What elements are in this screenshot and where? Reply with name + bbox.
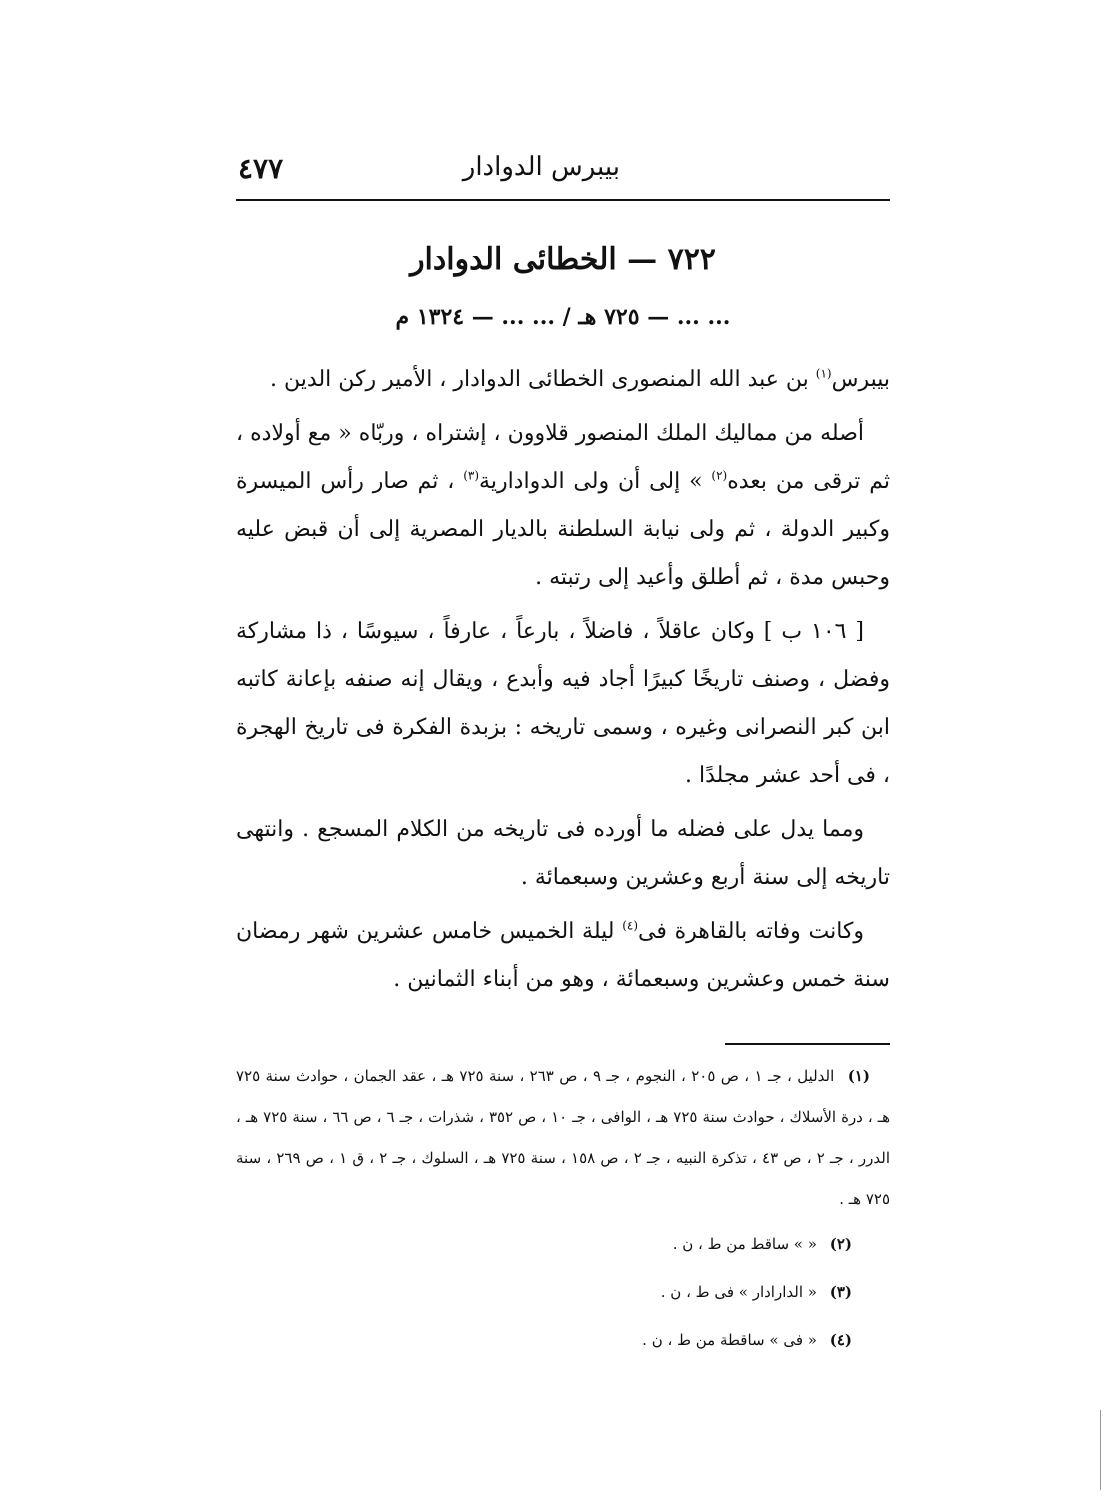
header-rule bbox=[236, 199, 890, 201]
running-title: بيبرس الدوادار bbox=[462, 152, 620, 182]
footnote bbox=[236, 1268, 890, 1316]
paragraph bbox=[236, 410, 890, 602]
paragraph bbox=[236, 908, 890, 1004]
paragraph-text: » إلى أن ولى الدوادارية bbox=[479, 469, 712, 494]
paragraph-text: وكانت وفاته بالقاهرة فى bbox=[638, 919, 864, 944]
footnote-reference: (٤) bbox=[622, 918, 639, 933]
footnote-number: (٣) bbox=[829, 1283, 852, 1301]
paragraph bbox=[236, 806, 890, 902]
footnote bbox=[236, 1056, 890, 1220]
footnote bbox=[236, 1316, 890, 1364]
body-text bbox=[236, 356, 890, 1010]
footnote-number: (٢) bbox=[829, 1235, 852, 1253]
paragraph-text: ليلة الخميس خامس عشرين شهر رمضان سنة خمس وعشرين وسبعمائة ، وهو من أبناء الثمانين . bbox=[236, 919, 890, 992]
paragraph bbox=[236, 356, 890, 404]
paragraph-text: أصله من مماليك الملك المنصور قلاوون ، إشتراه ، وربّاه « مع أولاده ، ثم ترقى من بعده bbox=[236, 421, 890, 494]
entry-dates: ... ... — ٧٢٥ هـ / ... ... — ١٣٢٤ م bbox=[395, 304, 731, 330]
footnote-reference: (٣) bbox=[463, 468, 480, 483]
paragraph bbox=[236, 608, 890, 800]
paragraph-text: بن عبد الله المنصورى الخطائى الدوادار ، الأمير ركن الدين . bbox=[270, 367, 816, 392]
footnote-text: « الدارادار » فى ط ، ن . bbox=[660, 1283, 817, 1301]
page-header bbox=[236, 148, 890, 198]
footnote bbox=[236, 1220, 890, 1268]
paragraph-text: ومما يدل على فضله ما أورده فى تاريخه من الكلام المسجع . وانتهى تاريخه إلى سنة أربع وعشرين وسبعمائة . bbox=[236, 817, 890, 890]
footnote-text: « فى » ساقطة من ط ، ن . bbox=[642, 1331, 817, 1349]
footnote-text: « » ساقط من ط ، ن . bbox=[672, 1235, 817, 1253]
footnote-reference: (١) bbox=[815, 366, 832, 381]
footnotes bbox=[236, 1056, 890, 1364]
paragraph-text: بيبرس bbox=[831, 367, 890, 392]
entry-title: ٧٢٢ — الخطائى الدوادار bbox=[410, 242, 716, 277]
scan-margin-line bbox=[1100, 1410, 1101, 1490]
paragraph-text: [ ١٠٦ ب ] وكان عاقلاً ، فاضلاً ، بارعاً ، عارفاً ، سيوسًا ، ذا مشاركة وفضل ، وصنف تاريخًا كبيرًا أجاد فيه وأبدع ، ويقال إنه صنفه بإعانة كاتبه ابن كبر النصرانى وغيره ، وسمى تاريخه : بزبدة الفكرة فى تاريخ الهجرة ، فى أحد عشر مجلدًا . bbox=[236, 619, 890, 788]
page-number: ٤٧٧ bbox=[238, 152, 284, 185]
paragraph-text: ، ثم صار رأس الميسرة وكبير الدولة ، ثم ولى نيابة السلطنة بالديار المصرية إلى أن قبض عليه وحبس مدة ، ثم أطلق وأعيد إلى رتبته . bbox=[236, 469, 890, 590]
footnote-reference: (٢) bbox=[711, 468, 728, 483]
footnote-rule bbox=[725, 1043, 890, 1045]
footnote-text: الدليل ، جـ ١ ، ص ٢٠٥ ، النجوم ، جـ ٩ ، ص ٢٦٣ ، سنة ٧٢٥ هـ ، عقد الجمان ، حوادث سنة ٧٢٥ هـ ، درة الأسلاك ، حوادث سنة ٧٢٥ هـ ، الوافى ، جـ ١٠ ، ص ٣٥٢ ، شذرات ، جـ ٦ ، ص ٦٦ ، سنة ٧٢٥ هـ ، الدرر ، جـ ٢ ، ص ٤٣ ، تذكرة النبيه ، جـ ٢ ، ص ١٥٨ ، سنة ٧٢٥ هـ ، السلوك ، جـ ٢ ، ق ١ ، ص ٢٦٩ ، سنة ٧٢٥ هـ . bbox=[236, 1067, 891, 1208]
footnote-number: (١) bbox=[847, 1067, 870, 1085]
footnote-number: (٤) bbox=[829, 1331, 852, 1349]
